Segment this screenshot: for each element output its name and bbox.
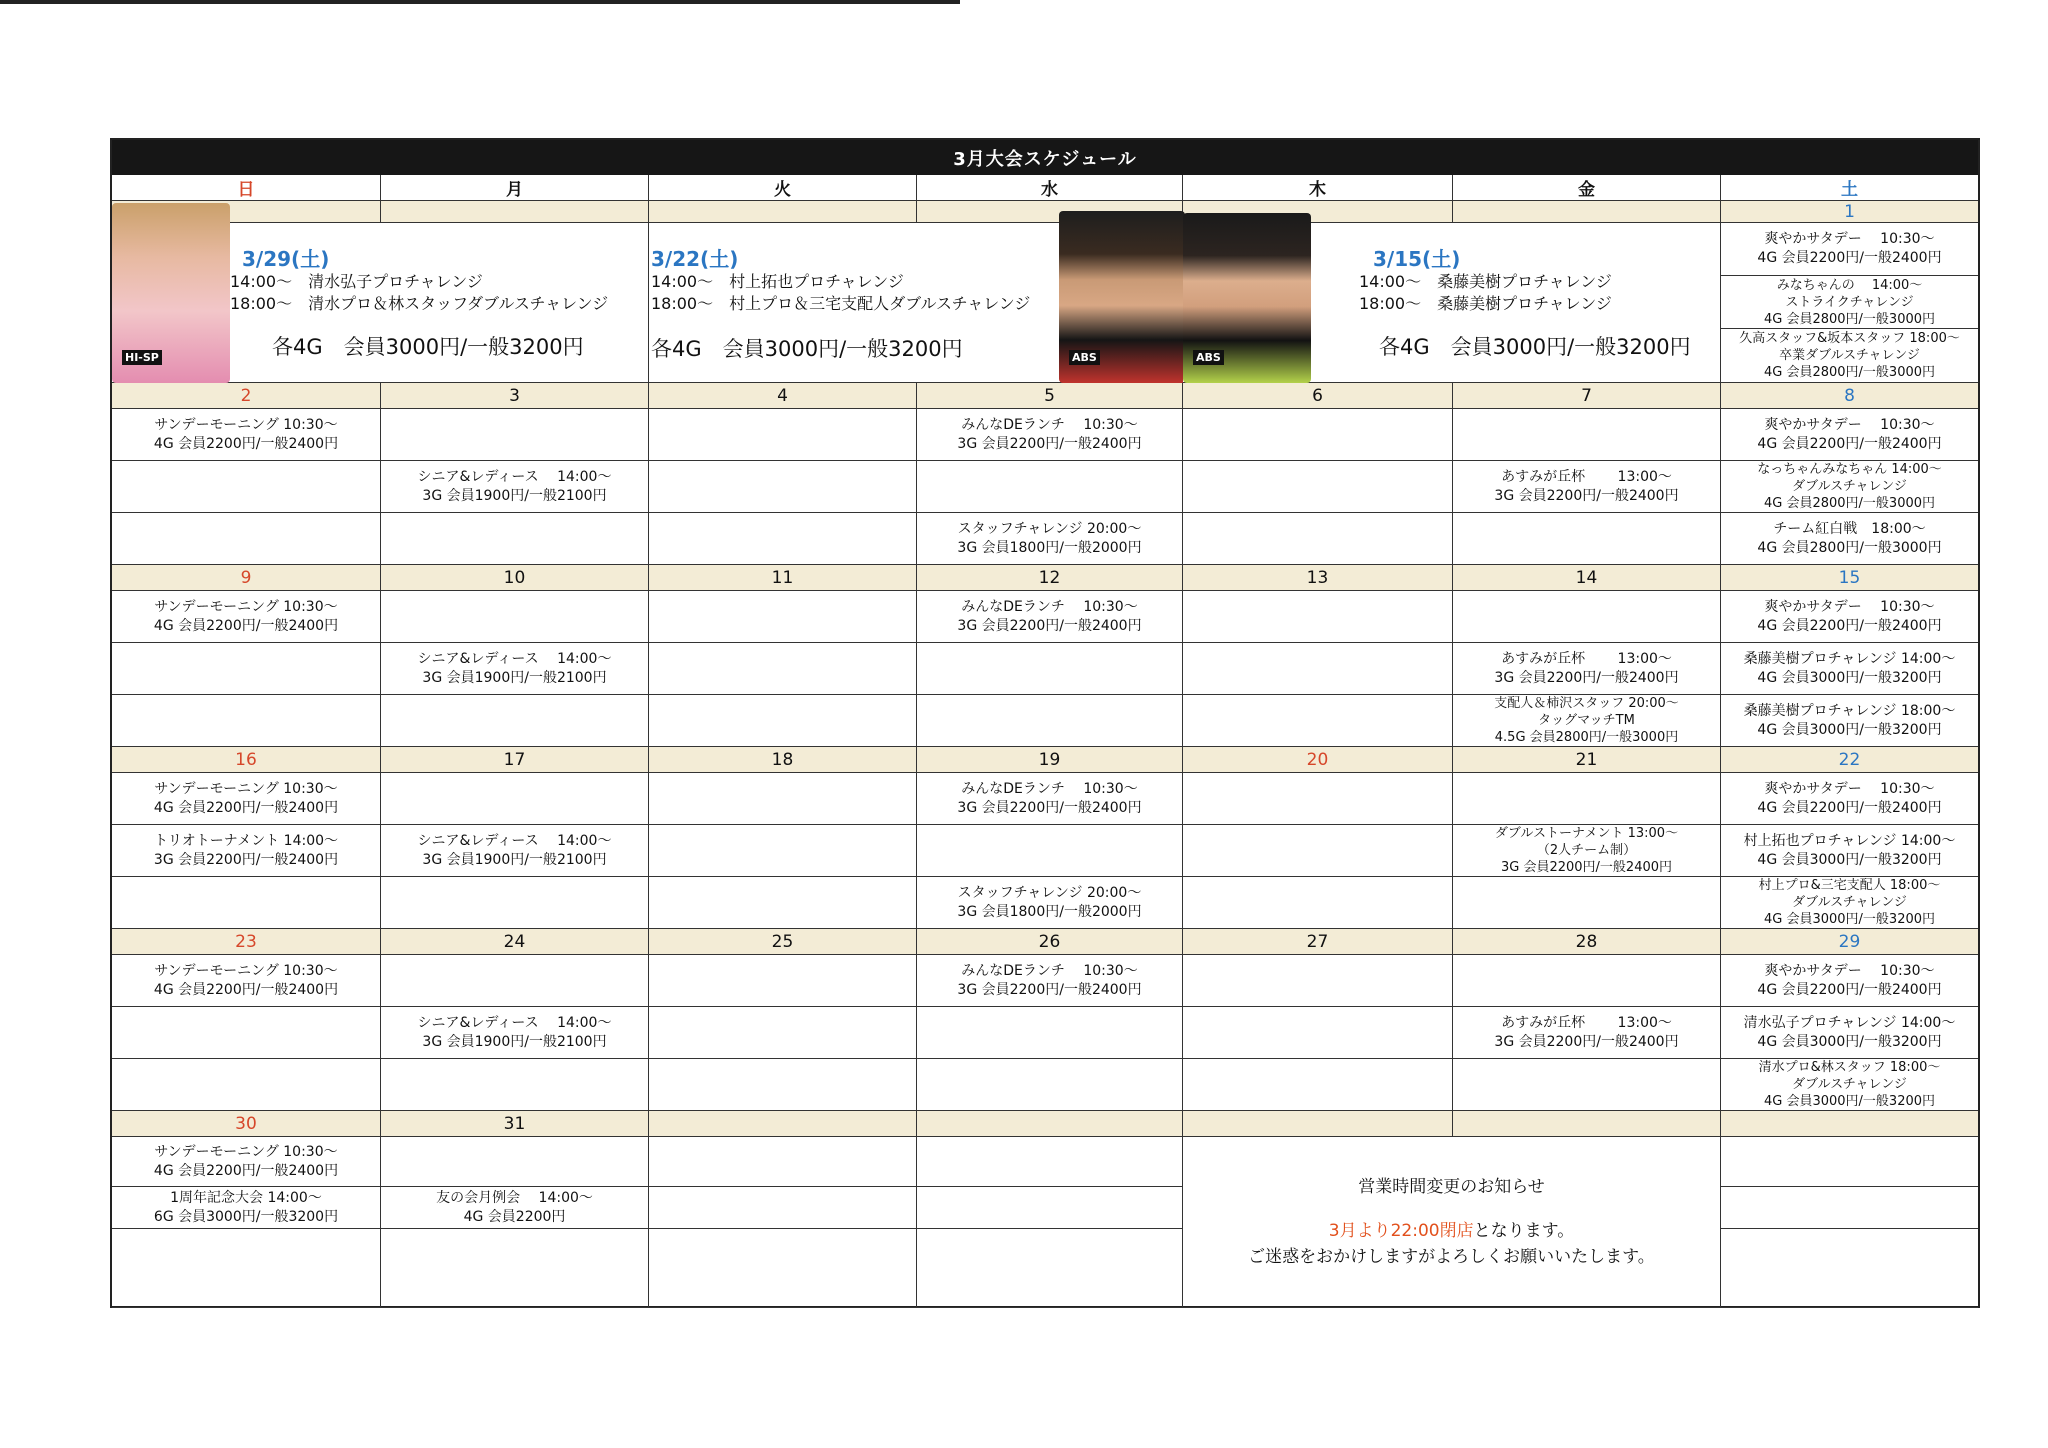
event-line: 4G 会員2200円/一般2400円: [1757, 250, 1942, 266]
event-cell: [649, 955, 917, 1007]
event-cell: [1721, 643, 1978, 695]
empty-cell: [917, 1187, 1183, 1229]
date-strip: [1183, 1111, 1453, 1137]
date-number: 26: [917, 929, 1183, 955]
event-cell: [381, 1059, 649, 1111]
event-cell: [381, 955, 649, 1007]
event-cell: [1183, 773, 1453, 825]
event-line: ストライクチャレンジ: [1785, 294, 1914, 310]
event-cell: [1453, 409, 1721, 461]
date-number: 6: [1183, 383, 1453, 409]
event-line: サンデーモーニング 10:30～: [154, 962, 338, 979]
event-cell: [381, 461, 649, 513]
event-line: 友の会月例会 14:00～: [436, 1189, 593, 1206]
event-line: 4G 会員2200円: [463, 1208, 566, 1225]
event-cell: [1453, 643, 1721, 695]
event-line: みんなDEランチ 10:30～: [961, 780, 1138, 797]
date-number: 25: [649, 929, 917, 955]
event-cell: [1721, 223, 1978, 276]
event-line: シニア&レディース 14:00～: [417, 1014, 612, 1031]
event-line: 村上プロ&三宅支配人 18:00～: [1758, 878, 1941, 893]
event-line: 4G 会員2200円/一般2400円: [1757, 435, 1942, 452]
featured-line-1: 14:00～ 村上拓也プロチャレンジ: [651, 272, 904, 291]
notice-rest: となります。: [1473, 1221, 1575, 1241]
event-line: 4G 会員2200円/一般2400円: [1757, 981, 1942, 998]
event-line: 3G 会員1900円/一般2100円: [422, 669, 607, 686]
date-number: 28: [1453, 929, 1721, 955]
date-number: 31: [381, 1111, 649, 1137]
event-cell: [112, 513, 381, 565]
event-cell: [649, 513, 917, 565]
featured-price: 各4G 会員3000円/一般3200円: [272, 335, 584, 359]
event-cell: [917, 409, 1183, 461]
event-cell: [1183, 825, 1453, 877]
event-line: 3G 会員1900円/一般2100円: [422, 851, 607, 868]
event-line: 4G 会員3000円/一般3200円: [1757, 721, 1942, 738]
event-line: タッグマッチTM: [1538, 713, 1635, 728]
event-cell: [1183, 643, 1453, 695]
event-line: 4G 会員2200円/一般2400円: [153, 1162, 339, 1179]
featured-line-1: 14:00～ 桑藤美樹プロチャレンジ: [1359, 272, 1612, 291]
date-number: 4: [649, 383, 917, 409]
date-number: 23: [112, 929, 381, 955]
event-line: 3G 会員2200円/一般2400円: [1494, 1033, 1679, 1050]
event-cell: [649, 877, 917, 929]
event-cell: [1183, 461, 1453, 513]
event-cell: [1453, 461, 1721, 513]
date-strip: [1453, 1111, 1721, 1137]
event-cell: [917, 513, 1183, 565]
featured-event-panel: [649, 223, 1183, 383]
schedule-title: 3月大会スケジュール: [112, 140, 1978, 175]
date-number: 21: [1453, 747, 1721, 773]
event-cell: [1183, 1007, 1453, 1059]
date-number: 17: [381, 747, 649, 773]
player-photo: [1183, 213, 1311, 383]
event-line: 支配人＆柿沢スタッフ 20:00～: [1494, 696, 1679, 711]
date-number: 3: [381, 383, 649, 409]
event-cell: [381, 825, 649, 877]
top-edge-line: [0, 0, 960, 4]
event-line: （2人チーム制）: [1536, 843, 1637, 858]
event-line: 4G 会員2200円/一般2400円: [153, 799, 339, 816]
event-cell: [112, 695, 381, 747]
event-cell: [917, 643, 1183, 695]
event-cell: [917, 1059, 1183, 1111]
event-line: ダブルスチャレンジ: [1792, 479, 1907, 494]
empty-cell: [917, 1229, 1183, 1308]
day-of-week-7: 土: [1721, 175, 1978, 201]
event-line: 4G 会員2200円/一般2400円: [153, 617, 339, 634]
event-cell: [381, 1007, 649, 1059]
event-line: 6G 会員3000円/一般3200円: [153, 1208, 339, 1225]
event-cell: [1721, 825, 1978, 877]
event-line: 3G 会員2200円/一般2400円: [957, 617, 1142, 634]
featured-event-panel: [1183, 223, 1721, 383]
day-of-week-5: 木: [1183, 175, 1453, 201]
player-photo: [112, 203, 230, 383]
event-line: 3G 会員2200円/一般2400円: [1494, 487, 1679, 504]
featured-line-2: 18:00～ 桑藤美樹プロチャレンジ: [1359, 294, 1612, 313]
featured-date: 3/22(土): [651, 247, 739, 271]
event-line: 爽やかサタデー 10:30～: [1764, 598, 1935, 615]
empty-cell: [649, 1137, 917, 1187]
event-line: 4G 会員2800円/一般3000円: [1757, 539, 1942, 556]
event-line: 4G 会員3000円/一般3200円: [1763, 1094, 1936, 1109]
event-line: 3G 会員1900円/一般2100円: [422, 1033, 607, 1050]
date-strip: [649, 1111, 917, 1137]
event-cell: [649, 825, 917, 877]
event-line: 爽やかサタデー 10:30～: [1764, 416, 1935, 433]
event-line: サンデーモーニング 10:30～: [154, 416, 338, 433]
event-cell: [112, 773, 381, 825]
event-cell: [1721, 695, 1978, 747]
event-line: トリオトーナメント 14:00～: [153, 832, 339, 849]
event-cell: [649, 773, 917, 825]
event-cell: [1183, 1059, 1453, 1111]
event-line: シニア&レディース 14:00～: [417, 468, 612, 485]
empty-cell: [1721, 1187, 1978, 1229]
empty-cell: [917, 1137, 1183, 1187]
event-line: 3G 会員2200円/一般2400円: [957, 435, 1142, 452]
event-line: スタッフチャレンジ 20:00～: [957, 520, 1142, 537]
date-number: 18: [649, 747, 917, 773]
date-number: 30: [112, 1111, 381, 1137]
event-cell: [1183, 513, 1453, 565]
event-cell: [1453, 591, 1721, 643]
event-cell: [1721, 409, 1978, 461]
event-line: 久高スタッフ&坂本スタッフ 18:00～: [1739, 331, 1960, 346]
date-number: 13: [1183, 565, 1453, 591]
event-cell: [1721, 877, 1978, 929]
event-line: 桑藤美樹プロチャレンジ 18:00～: [1743, 702, 1956, 719]
empty-cell: [112, 1229, 381, 1308]
event-cell: [1721, 773, 1978, 825]
event-cell: [917, 877, 1183, 929]
notice-highlight: 3月より22:00閉店: [1328, 1221, 1474, 1241]
featured-event-panel: [112, 223, 649, 383]
day-of-week-1: 日: [112, 175, 381, 201]
event-cell: [1183, 955, 1453, 1007]
event-line: 清水プロ&林スタッフ 18:00～: [1758, 1060, 1941, 1075]
event-cell: [1453, 513, 1721, 565]
event-line: 3G 会員2200円/一般2400円: [153, 851, 339, 868]
event-cell: [917, 591, 1183, 643]
empty-cell: [649, 1229, 917, 1308]
event-line: 4G 会員3000円/一般3200円: [1757, 669, 1942, 686]
event-cell: [1453, 1007, 1721, 1059]
empty-cell: [381, 1137, 649, 1187]
empty-cell: [381, 1229, 649, 1308]
date-number: 19: [917, 747, 1183, 773]
featured-line-2: 18:00～ 清水プロ＆林スタッフダブルスチャレンジ: [230, 294, 609, 313]
date-strip: [1453, 201, 1721, 223]
calendar-grid: [112, 175, 1978, 1308]
event-line: 1周年記念大会 14:00～: [170, 1189, 322, 1206]
event-cell: [381, 513, 649, 565]
event-cell: [112, 825, 381, 877]
event-cell: [1183, 877, 1453, 929]
event-cell: [1183, 591, 1453, 643]
saturday-events-week1: [1721, 223, 1978, 383]
event-cell: [381, 877, 649, 929]
event-cell: [112, 1187, 381, 1229]
event-line: サンデーモーニング 10:30～: [154, 1143, 338, 1160]
event-line: 4.5G 会員2800円/一般3000円: [1494, 730, 1679, 745]
event-cell: [917, 773, 1183, 825]
event-line: みんなDEランチ 10:30～: [961, 598, 1138, 615]
event-cell: [1721, 513, 1978, 565]
event-cell: [1721, 955, 1978, 1007]
event-line: みんなDEランチ 10:30～: [961, 416, 1138, 433]
event-cell: [917, 695, 1183, 747]
date-number: 11: [649, 565, 917, 591]
date-number: 5: [917, 383, 1183, 409]
date-number: 20: [1183, 747, 1453, 773]
event-line: なっちゃんみなちゃん 14:00～: [1757, 462, 1942, 477]
event-cell: [1721, 276, 1978, 329]
day-of-week-6: 金: [1453, 175, 1721, 201]
event-line: 3G 会員1900円/一般2100円: [422, 487, 607, 504]
event-line: ダブルスチャレンジ: [1792, 895, 1907, 910]
date-number: 12: [917, 565, 1183, 591]
date-number: 2: [112, 383, 381, 409]
date-number: 9: [112, 565, 381, 591]
event-line: 3G 会員2200円/一般2400円: [1500, 860, 1673, 875]
event-line: 桑藤美樹プロチャレンジ 14:00～: [1743, 650, 1956, 667]
event-cell: [381, 695, 649, 747]
notice-line-3: ご迷惑をおかけしますがよろしくお願いいたします。: [1248, 1247, 1655, 1267]
featured-date: 3/29(土): [242, 247, 330, 271]
event-cell: [1453, 877, 1721, 929]
day-of-week-2: 月: [381, 175, 649, 201]
event-line: ダブルスチャレンジ: [1792, 1077, 1907, 1092]
event-line: あすみが丘杯 13:00～: [1501, 1014, 1672, 1031]
event-cell: [649, 1007, 917, 1059]
event-line: 3G 会員2200円/一般2400円: [957, 981, 1142, 998]
event-line: 爽やかサタデー 10:30～: [1764, 780, 1935, 797]
event-cell: [381, 409, 649, 461]
date-number: 24: [381, 929, 649, 955]
event-cell: [112, 643, 381, 695]
event-line: 3G 会員1800円/一般2000円: [957, 539, 1142, 556]
event-cell: [1453, 695, 1721, 747]
event-line: 4G 会員3000円/一般3200円: [1757, 851, 1942, 868]
event-cell: [112, 409, 381, 461]
event-cell: [112, 877, 381, 929]
event-cell: [381, 643, 649, 695]
date-strip: [649, 201, 917, 223]
event-cell: [1721, 461, 1978, 513]
event-line: 4G 会員2800円/一般3000円: [1763, 496, 1936, 511]
event-line: あすみが丘杯 13:00～: [1501, 468, 1672, 485]
event-cell: [1721, 1007, 1978, 1059]
event-line: 清水弘子プロチャレンジ 14:00～: [1743, 1014, 1956, 1031]
schedule-table: [110, 138, 1980, 1308]
business-hours-notice: [1183, 1137, 1721, 1308]
event-cell: [1183, 409, 1453, 461]
event-line: ダブルストーナメント 13:00～: [1494, 826, 1679, 841]
event-line: 村上拓也プロチャレンジ 14:00～: [1743, 832, 1956, 849]
event-cell: [649, 461, 917, 513]
event-line: シニア&レディース 14:00～: [417, 832, 612, 849]
date-number: 15: [1721, 565, 1978, 591]
event-cell: [1453, 1059, 1721, 1111]
event-line: みなちゃんの 14:00～: [1776, 277, 1923, 293]
event-line: 4G 会員3000円/一般3200円: [1763, 912, 1936, 927]
event-cell: [917, 461, 1183, 513]
event-cell: [917, 1007, 1183, 1059]
empty-cell: [649, 1187, 917, 1229]
featured-date: 3/15(土): [1373, 247, 1461, 271]
date-number: 14: [1453, 565, 1721, 591]
jersey-logo: ABS: [1193, 350, 1224, 365]
event-cell: [917, 955, 1183, 1007]
event-line: 爽やかサタデー 10:30～: [1764, 962, 1935, 979]
event-line: シニア&レディース 14:00～: [417, 650, 612, 667]
featured-price: 各4G 会員3000円/一般3200円: [651, 337, 963, 361]
event-cell: [1453, 955, 1721, 1007]
event-cell: [112, 1007, 381, 1059]
event-cell: [381, 1187, 649, 1229]
featured-line-1: 14:00～ 清水弘子プロチャレンジ: [230, 272, 483, 291]
event-cell: [112, 1137, 381, 1187]
event-line: チーム紅白戦 18:00～: [1773, 520, 1926, 537]
event-cell: [649, 643, 917, 695]
date-number: 8: [1721, 383, 1978, 409]
event-line: 3G 会員2200円/一般2400円: [957, 799, 1142, 816]
date-number: 7: [1453, 383, 1721, 409]
date-strip: [1721, 1111, 1978, 1137]
event-cell: [1183, 695, 1453, 747]
event-cell: [649, 1059, 917, 1111]
event-cell: [112, 591, 381, 643]
player-photo: [1059, 211, 1185, 383]
event-cell: [1721, 591, 1978, 643]
event-cell: [1721, 1059, 1978, 1111]
event-line: あすみが丘杯 13:00～: [1501, 650, 1672, 667]
day-of-week-4: 水: [917, 175, 1183, 201]
event-cell: [1453, 825, 1721, 877]
empty-cell: [1721, 1229, 1978, 1308]
event-cell: [649, 695, 917, 747]
event-line: サンデーモーニング 10:30～: [154, 780, 338, 797]
event-cell: [1453, 773, 1721, 825]
notice-line-2: [1329, 1218, 1574, 1244]
event-line: 爽やかサタデー 10:30～: [1764, 231, 1935, 247]
event-line: サンデーモーニング 10:30～: [154, 598, 338, 615]
event-cell: [112, 461, 381, 513]
event-line: 4G 会員2200円/一般2400円: [153, 981, 339, 998]
date-strip: [381, 201, 649, 223]
event-cell: [917, 825, 1183, 877]
event-cell: [381, 773, 649, 825]
event-cell: [381, 591, 649, 643]
event-line: 4G 会員2200円/一般2400円: [153, 435, 339, 452]
date-number: 29: [1721, 929, 1978, 955]
event-line: 4G 会員2800円/一般3000円: [1763, 311, 1936, 327]
date-strip: [917, 1111, 1183, 1137]
event-cell: [1721, 329, 1978, 382]
date-number: 27: [1183, 929, 1453, 955]
featured-line-2: 18:00～ 村上プロ＆三宅支配人ダブルスチャレンジ: [651, 294, 1031, 313]
jersey-logo: ABS: [1069, 350, 1100, 365]
event-cell: [112, 955, 381, 1007]
event-cell: [649, 409, 917, 461]
date-number: 1: [1721, 201, 1978, 223]
date-number: 10: [381, 565, 649, 591]
event-line: 3G 会員1800円/一般2000円: [957, 903, 1142, 920]
event-line: 4G 会員2200円/一般2400円: [1757, 617, 1942, 634]
empty-cell: [1721, 1137, 1978, 1187]
event-line: みんなDEランチ 10:30～: [961, 962, 1138, 979]
event-line: 4G 会員2800円/一般3000円: [1763, 365, 1936, 380]
event-line: 4G 会員3000円/一般3200円: [1757, 1033, 1942, 1050]
day-of-week-3: 火: [649, 175, 917, 201]
event-cell: [649, 591, 917, 643]
event-line: 卒業ダブルスチャレンジ: [1779, 348, 1920, 363]
jersey-logo: HI-SP: [122, 350, 162, 365]
event-cell: [112, 1059, 381, 1111]
date-number: 22: [1721, 747, 1978, 773]
featured-price: 各4G 会員3000円/一般3200円: [1379, 335, 1691, 359]
event-line: 3G 会員2200円/一般2400円: [1494, 669, 1679, 686]
date-number: 16: [112, 747, 381, 773]
event-line: スタッフチャレンジ 20:00～: [957, 884, 1142, 901]
notice-title: 営業時間変更のお知らせ: [1358, 1177, 1545, 1197]
event-line: 4G 会員2200円/一般2400円: [1757, 799, 1942, 816]
